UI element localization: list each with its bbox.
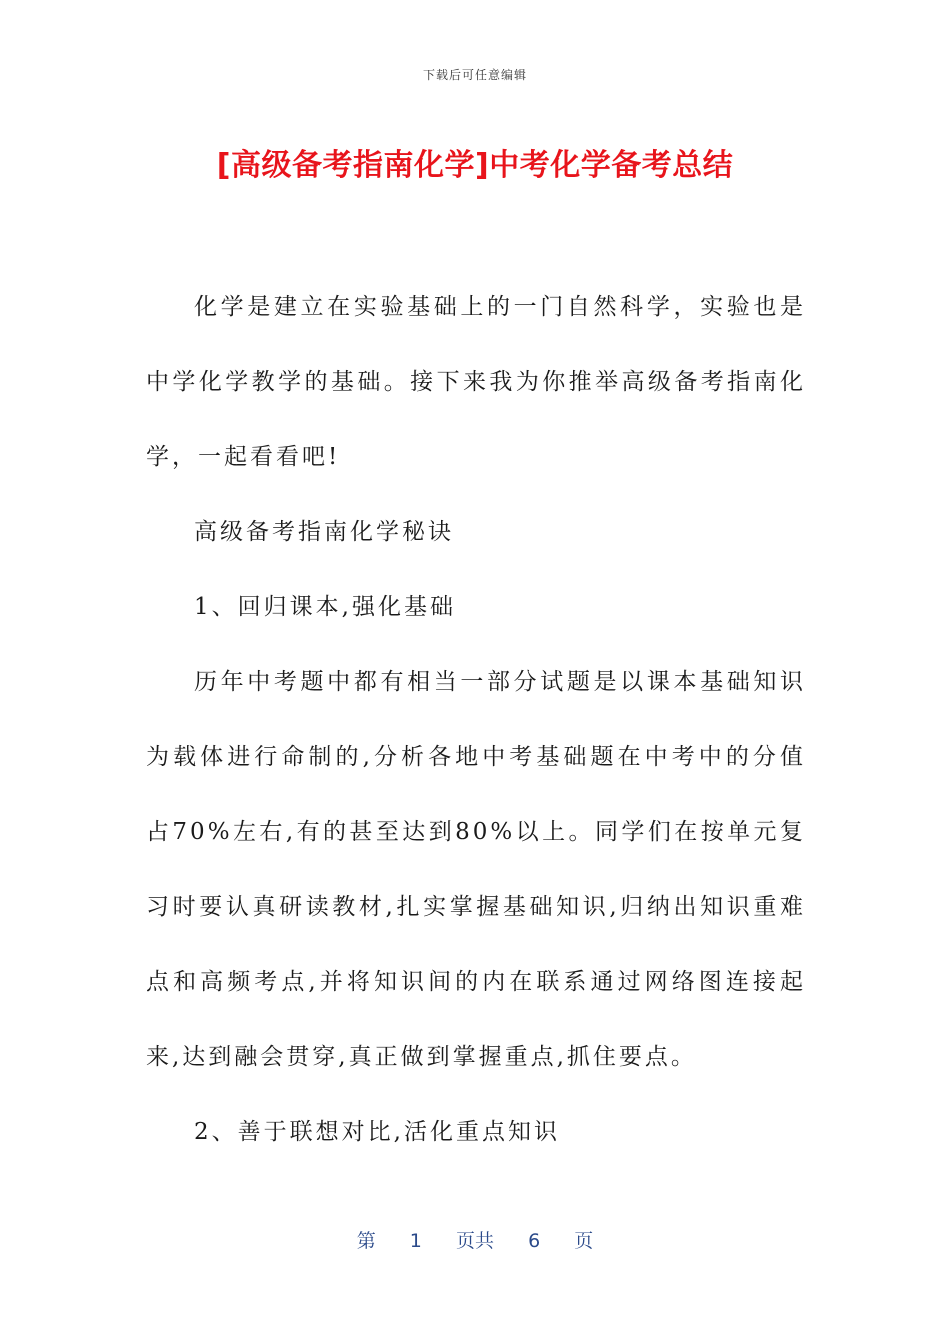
paragraph-point-1-detail: 历年中考题中都有相当一部分试题是以课本基础知识为载体进行命制的,分析各地中考基础题在中考中的分值占70%左右,有的甚至达到80%以上。同学们在按单元复习时要认真研读教材,扎实掌握基础知识,归纳出知识重难点和高频考点,并将知识间的内在联系通过网络图连接起来,达到融会贯穿,真正做到掌握重点,抓住要点。 xyxy=(146,669,806,1070)
paragraph-intro: 化学是建立在实验基础上的一门自然科学，实验也是中学化学教学的基础。接下来我为你推举高级备考指南化学，一起看看吧! xyxy=(146,294,806,470)
document-title: [高级备考指南化学]中考化学备考总结 xyxy=(216,148,734,183)
paragraph-point-1: 1、回归课本,强化基础 xyxy=(194,594,456,620)
paragraph-section-heading: 高级备考指南化学秘诀 xyxy=(194,519,454,545)
footer-suffix: 页 xyxy=(574,1230,594,1252)
page-footer xyxy=(0,1226,950,1253)
footer-middle: 页共 xyxy=(455,1230,494,1252)
footer-total-pages: 6 xyxy=(528,1230,541,1252)
footer-prefix: 第 xyxy=(356,1230,376,1252)
document-body xyxy=(146,270,806,1170)
header-note: 下载后可任意编辑 xyxy=(422,68,527,82)
footer-current-page: 1 xyxy=(409,1230,422,1252)
paragraph-point-2: 2、善于联想对比,活化重点知识 xyxy=(194,1119,560,1145)
